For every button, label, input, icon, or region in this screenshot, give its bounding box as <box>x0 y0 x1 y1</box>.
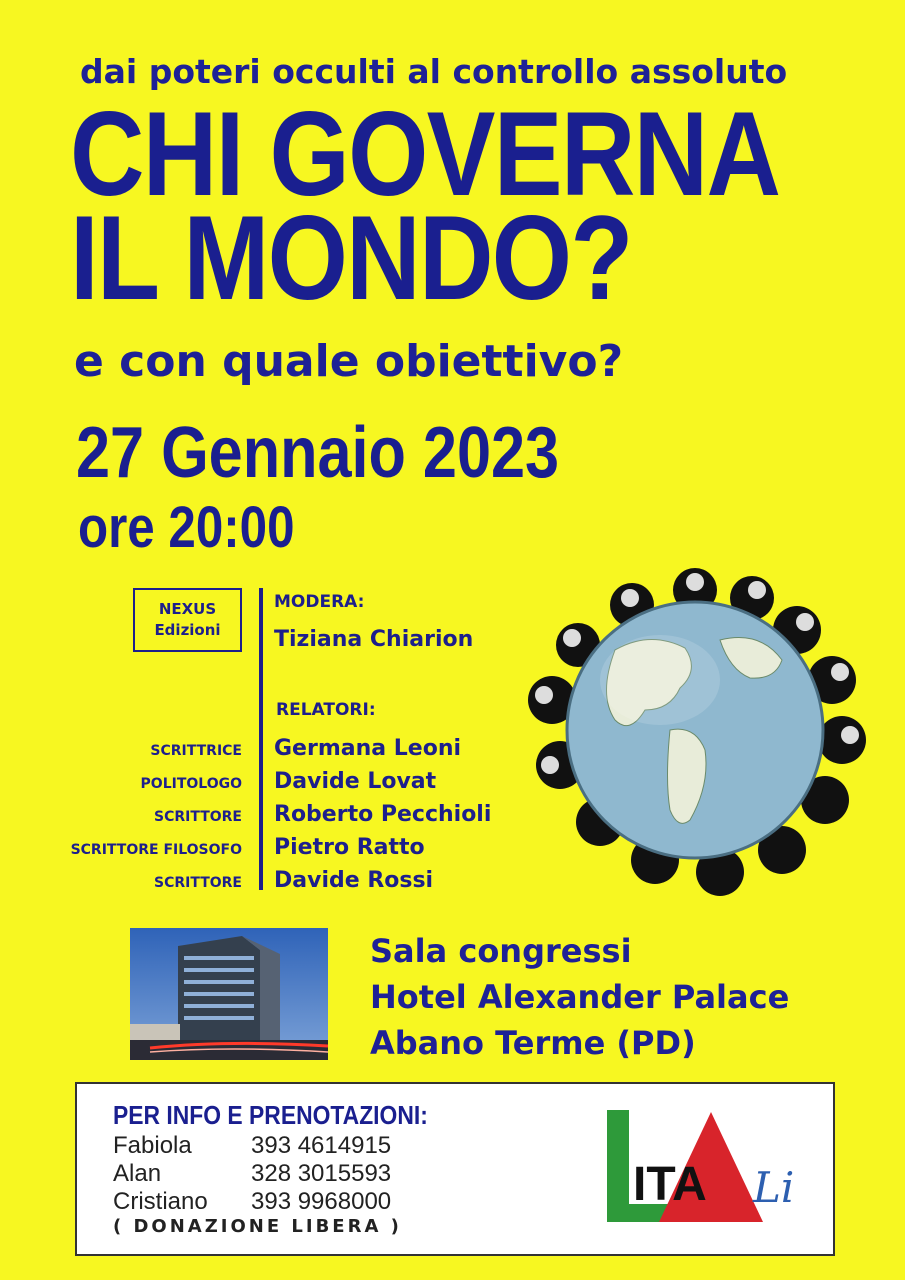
contact-name: Cristiano <box>113 1188 208 1215</box>
speaker-role: SCRITTRICE <box>150 743 242 759</box>
contact-name: Alan <box>113 1160 162 1187</box>
divider-line <box>259 588 263 890</box>
contact-phone[interactable]: 328 3015593 <box>251 1160 392 1187</box>
info-box <box>75 1082 835 1256</box>
venue-info <box>370 928 789 1066</box>
moderator-name: Tiziana Chiarion <box>274 627 474 652</box>
contact-name: Fabiola <box>113 1132 192 1159</box>
speaker-role: POLITOLOGO <box>140 776 242 792</box>
tagline: dai poteri occulti al controllo assoluto <box>80 52 788 91</box>
moderator-label: MODERA: <box>274 592 365 612</box>
event-time: ore 20:00 <box>78 495 295 560</box>
publisher-badge <box>133 588 242 652</box>
subtitle: e con quale obiettivo? <box>74 336 624 387</box>
main-title-line-2: IL MONDO? <box>70 191 632 325</box>
donation-note: ( DONAZIONE LIBERA ) <box>113 1216 402 1237</box>
globe-illustration <box>520 560 870 900</box>
main-title-line-1: CHI GOVERNA <box>70 87 780 221</box>
speaker-name: Roberto Pecchioli <box>274 802 492 827</box>
event-date: 27 Gennaio 2023 <box>76 413 560 493</box>
speaker-name: Davide Rossi <box>274 868 434 893</box>
speaker-name: Davide Lovat <box>274 769 437 794</box>
speaker-role: SCRITTORE FILOSOFO <box>70 842 242 858</box>
venue-line-1: Sala congressi <box>370 932 632 970</box>
logo-letters: ITA <box>633 1158 707 1211</box>
itali-logo <box>603 1104 803 1234</box>
speaker-name: Pietro Ratto <box>274 835 425 860</box>
speaker-role: SCRITTORE <box>153 809 242 825</box>
speakers-label: RELATORI: <box>276 700 376 720</box>
speaker-role: SCRITTORE <box>153 875 242 891</box>
logo-suffix: Li <box>753 1163 795 1212</box>
contact-phone[interactable]: 393 4614915 <box>251 1132 392 1159</box>
speaker-name: Germana Leoni <box>274 736 462 761</box>
publisher-line-2: Edizioni <box>154 621 221 639</box>
main-title <box>70 87 780 325</box>
contact-phone[interactable]: 393 9968000 <box>251 1188 392 1215</box>
venue-line-3: Abano Terme (PD) <box>370 1024 696 1062</box>
hotel-photo <box>130 928 328 1060</box>
venue-line-2: Hotel Alexander Palace <box>370 978 790 1016</box>
publisher-line-1: NEXUS <box>158 600 217 618</box>
info-title: PER INFO E PRENOTAZIONI: <box>113 1100 428 1130</box>
